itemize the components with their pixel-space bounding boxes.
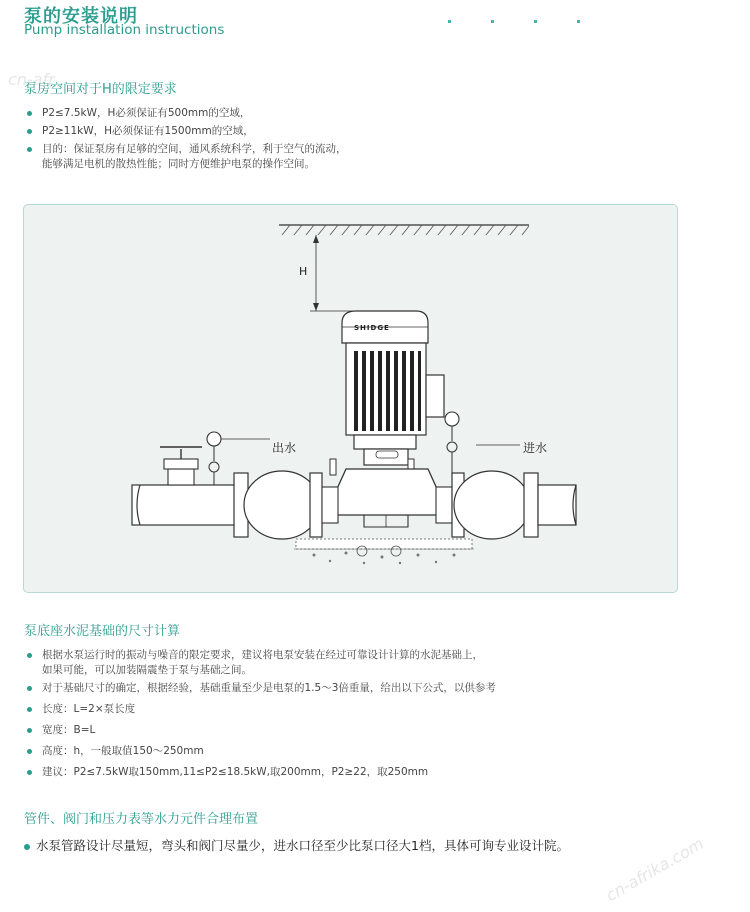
bullet-dot	[24, 844, 30, 850]
pump-installation-diagram	[23, 204, 678, 593]
decorative-dots	[408, 8, 580, 27]
list-item: 目的：保证泵房有足够的空间，通风系统科学，利于空气的流动， 能够满足电机的散热性能；同时方便维护电泵的操作空间。	[24, 142, 704, 172]
watermark-top: cn-afr	[8, 70, 55, 89]
list-item: 建议：P2≤7.5kW取150mm,11≤P2≤18.5kW,取200mm，P2≥22，取250mm	[24, 765, 724, 780]
page-title: 泵的安装说明	[24, 6, 138, 27]
brand-plate: SHIDGE	[354, 324, 390, 332]
list-item: 对于基础尺寸的确定，根据经验，基础重量至少是电泵的1.5～3倍重量，给出以下公式，以供参考	[24, 681, 724, 696]
list-item: P2≤7.5kW，H必须保证有500mm的空域，	[24, 106, 704, 121]
pump-drawing	[24, 205, 679, 594]
foundation-list	[24, 648, 724, 780]
list-item: 宽度：B=L	[24, 723, 724, 738]
list-item: 高度：h，一般取值150～250mm	[24, 744, 724, 759]
section-heading-fittings: 管件、阀门和压力表等水力元件合理布置	[24, 812, 259, 827]
list-item: 根据水泵运行时的振动与噪音的限定要求，建议将电泵安装在经过可靠设计计算的水泥基础上， 如果可能，可以加装隔震垫于泵与基础之间。	[24, 648, 724, 678]
list-item: 长度：L=2×泵长度	[24, 702, 724, 717]
outlet-label: 出水	[272, 441, 297, 455]
inlet-label: 进水	[523, 441, 548, 455]
pipe-design-note: 水泵管路设计尽量短，弯头和阀门尽量少，进水口径至少比泵口径大1档，具体可询专业设计院。	[24, 836, 569, 854]
list-item: P2≥11kW，H必须保证有1500mm的空域，	[24, 124, 704, 139]
page-subtitle: Pump installation instructions	[24, 22, 225, 38]
watermark-bottom: cn-afrika.com	[602, 833, 707, 906]
section-heading-foundation: 泵底座水泥基础的尺寸计算	[24, 624, 181, 639]
space-requirements-list	[24, 106, 704, 172]
height-dimension-label: H	[299, 265, 308, 278]
section-heading-space: 泵房空间对于H的限定要求	[24, 82, 177, 97]
